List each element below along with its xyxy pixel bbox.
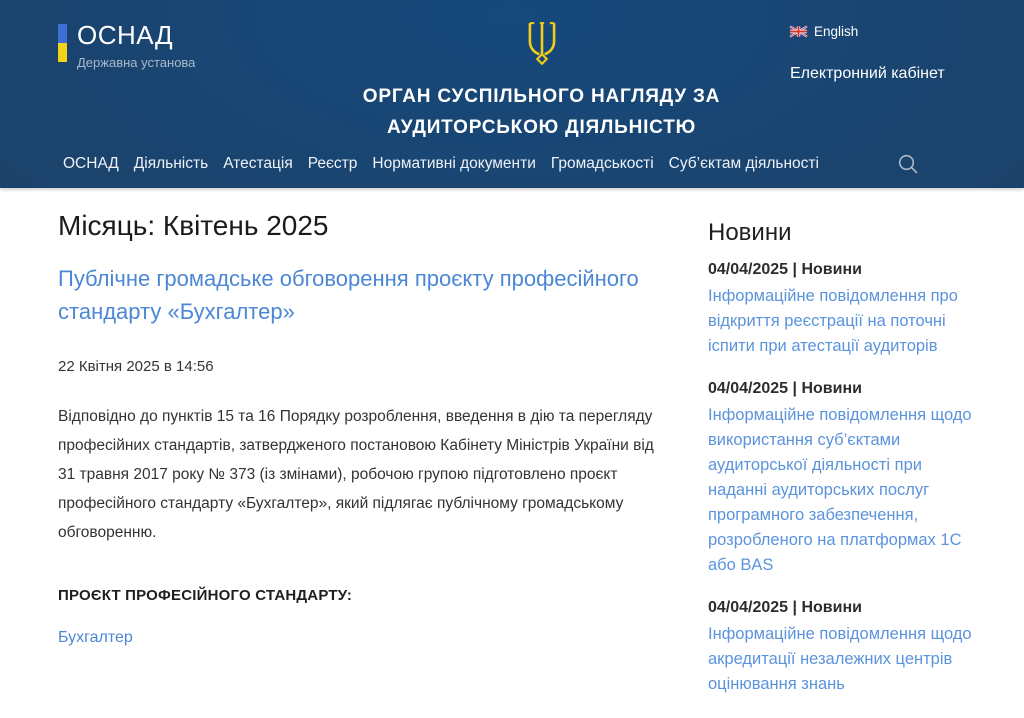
news-link[interactable]: Інформаційне повідомлення про відкриття реєстрації на поточні іспити при атестації аудиторів — [708, 287, 958, 355]
language-switcher[interactable] — [790, 24, 858, 39]
article-date: 22 Квітня 2025 в 14:56 — [58, 358, 214, 375]
nav-item-subjects[interactable]: Суб’єктам діяльності — [668, 155, 819, 172]
nav-item-osnad[interactable]: ОСНАД — [63, 155, 119, 172]
trident-icon — [523, 20, 561, 71]
site-title — [363, 81, 720, 143]
news-item — [708, 380, 978, 578]
main-nav — [0, 140, 1024, 188]
news-meta: 04/04/2025 | Новини — [708, 380, 862, 397]
sidebar-title: Новини — [708, 219, 792, 246]
ukraine-flagbar-icon — [58, 24, 67, 62]
site-header — [0, 0, 1024, 188]
news-meta: 04/04/2025 | Новини — [708, 599, 862, 616]
nav-item-attestation[interactable]: Атестація — [223, 155, 293, 172]
header-center — [293, 20, 790, 143]
news-item — [708, 599, 978, 697]
news-meta: 04/04/2025 | Новини — [708, 261, 862, 278]
header-right — [790, 20, 980, 83]
header-top — [0, 0, 1024, 140]
logo-title: ОСНАД — [77, 20, 174, 50]
nav-item-public[interactable]: Громадськості — [550, 155, 654, 172]
attachment-link[interactable]: Бухгалтер — [58, 629, 133, 646]
site-title-line1: ОРГАН СУСПІЛЬНОГО НАГЛЯДУ ЗА — [362, 86, 721, 107]
article-title-link[interactable]: Публічне громадське обговорення проєкту професійного стандарту «Бухгалтер» — [58, 266, 639, 324]
search-icon[interactable] — [896, 152, 920, 176]
cabinet-link[interactable]: Електронний кабінет — [790, 65, 945, 82]
logo-text — [77, 20, 195, 70]
page-content — [0, 188, 1024, 718]
news-link[interactable]: Інформаційне повідомлення щодо акредитації незалежних центрів оцінювання знань — [708, 625, 972, 693]
uk-flag-icon — [790, 26, 807, 37]
main-column — [58, 210, 673, 718]
page-title: Місяць: Квітень 2025 — [58, 210, 329, 241]
attachment-heading: ПРОЄКТ ПРОФЕСІЙНОГО СТАНДАРТУ: — [58, 587, 353, 604]
language-label: English — [814, 24, 859, 39]
news-link[interactable]: Інформаційне повідомлення щодо використання суб’єктами аудиторської діяльності при наданні аудиторських послуг програмного забезпечення, розробленого на платформах 1С або BAS — [708, 406, 972, 574]
nav-item-activity[interactable]: Діяльність — [133, 155, 209, 172]
article-body: Відповідно до пунктів 15 та 16 Порядку розроблення, введення в дію та перегляду професійних стандартів, затвердженого постановою Кабінету Міністрів України від 31 травня 2017 року № 373 (із змінами), робочою групою підготовлено проєкт професійного стандарту «Бухгалтер», який підлягає публічному громадському обговоренню. — [58, 408, 654, 541]
nav-item-register[interactable]: Реєстр — [307, 155, 358, 172]
news-sidebar — [708, 210, 978, 718]
news-item — [708, 261, 978, 359]
logo-subtitle: Державна установа — [77, 55, 196, 70]
nav-item-normative-documents[interactable]: Нормативні документи — [372, 155, 536, 172]
site-logo[interactable] — [58, 20, 293, 70]
site-title-line2: АУДИТОРСЬКОЮ ДІЯЛЬНІСТЮ — [386, 117, 697, 138]
